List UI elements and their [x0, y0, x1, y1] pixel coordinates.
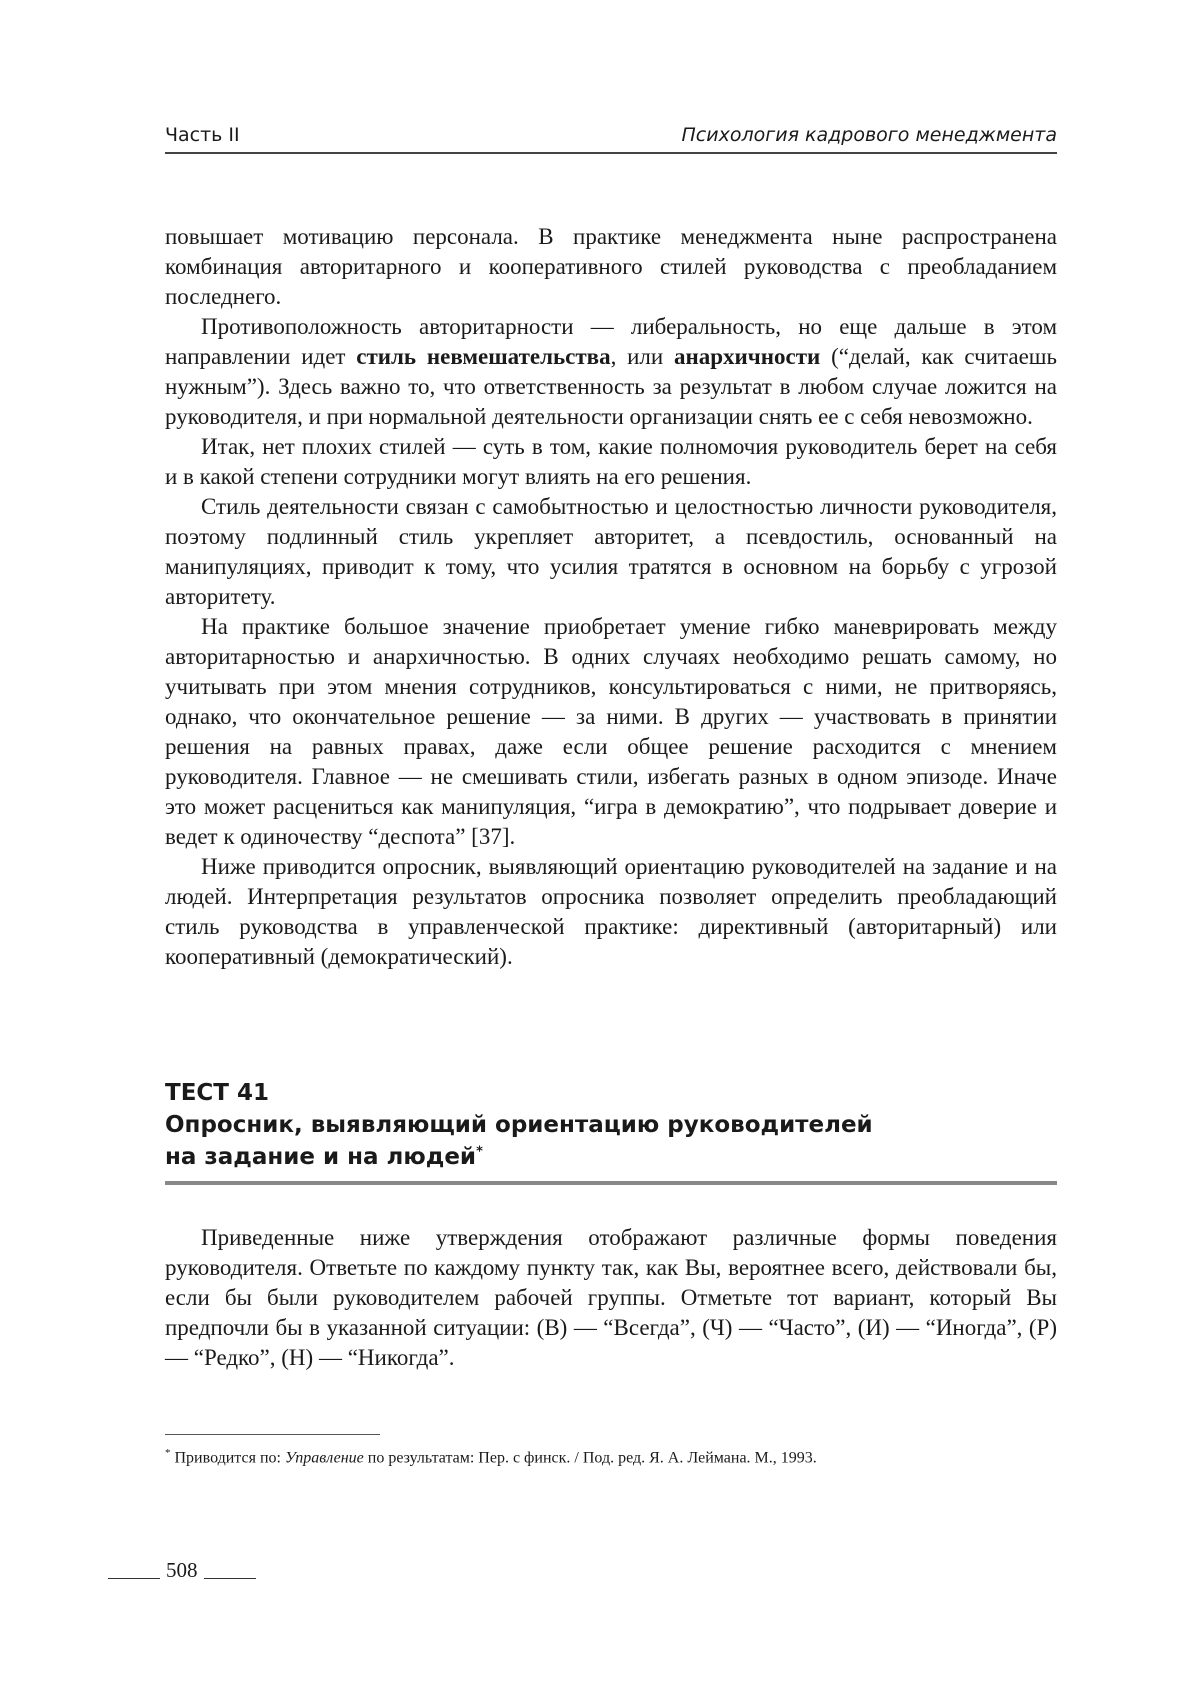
term-noninterference: стиль невмешательства [356, 344, 611, 369]
paragraph: повышает мотивацию персонала. В практике менеджмента ныне распространена комбинация авторитарного и кооперативного стилей руководства с преобладанием последнего. [165, 224, 1057, 309]
text-run: , или [610, 344, 675, 369]
instructions [165, 1223, 1057, 1373]
footnote-reference: * [476, 1144, 483, 1160]
section-title: Психология кадрового менеджмента [681, 124, 1057, 146]
test-title-line1: Опросник, выявляющий ориентацию руководителей [165, 1112, 873, 1138]
footnote [165, 1442, 1057, 1469]
test-heading [165, 1077, 1057, 1173]
text-run: (“делай, как считаешь нужным”). Здесь важно то, что ответственность за результат в любом случае ложится на руководителя, и при нормальной деятельности организации снять ее с себя невозможно. [165, 344, 1057, 429]
folio-rule-right [204, 1578, 256, 1579]
footnote-separator [165, 1434, 380, 1435]
footnote-lead: Приводится по: [174, 1449, 285, 1467]
body-text [165, 222, 1057, 972]
folio-rule-left [108, 1578, 160, 1579]
paragraph: Ниже приводится опросник, выявляющий ориентацию руководителей на задание и на людей. Интерпретация результатов опросника позволяет определить преобладающий стиль руководства в управленческой практике: директивный (авторитарный) или кооперативный (демократический). [165, 854, 1057, 969]
page-number-block [108, 1558, 256, 1583]
footnote-italic: Управление [284, 1449, 364, 1467]
test-title-line2: на задание и на людей [165, 1144, 477, 1170]
part-label: Часть II [165, 124, 240, 146]
instructions-text: Приведенные ниже утверждения отображают различные формы поведения руководителя. Ответьте по каждому пункту так, как Вы, вероятнее всего, действовали бы, если бы были руководителем рабочей группы. Отметьте тот вариант, который Вы предпочли бы в указанной ситуации: (В) — “Всегда”, (Ч) — “Часто”, (И) — “Иногда”, (Р) — “Редко”, (Н) — “Никогда”. [165, 1225, 1057, 1370]
text-run: Противоположность авторитарности — либеральность, но еще дальше в этом направлении идет [165, 314, 1057, 369]
test-title-line2-wrap [165, 1141, 1057, 1173]
paragraph: На практике большое значение приобретает умение гибко маневрировать между авторитарностью и анархичностью. В одних случаях необходимо решать самому, но учитывать при этом мнения сотрудников, консультироваться с ними, не притворяясь, однако, что окончательное решение — за ними. В других — участвовать в принятии решения на равных правах, даже если общее решение расходится с мнением руководителя. Главное — не смешивать стили, избегать разных в одном эпизоде. Иначе это может расцениться как манипуляция, “игра в демократию”, что подрывает доверие и ведет к одиночеству “деспота” [37]. [165, 614, 1057, 849]
page-number: 508 [166, 1558, 198, 1582]
footnote-rest: по результатам: Пер. с финск. / Под. ред. Я. А. Леймана. М., 1993. [363, 1449, 817, 1467]
heading-rule [165, 1181, 1057, 1185]
test-number: ТЕСТ 41 [165, 1080, 269, 1106]
paragraph: Стиль деятельности связан с самобытностью и целостностью личности руководителя, поэтому подлинный стиль укрепляет авторитет, а псевдостиль, основанный на манипуляциях, приводит к тому, что усилия тратятся в основном на борьбу с угрозой авторитету. [165, 494, 1057, 609]
paragraph: Итак, нет плохих стилей — суть в том, какие полномочия руководитель берет на себя и в какой степени сотрудники могут влиять на его решения. [165, 434, 1057, 489]
footnote-mark: * [165, 1447, 171, 1459]
running-header [165, 118, 1057, 154]
term-anarchy: анархичности [674, 344, 821, 369]
paragraph [165, 312, 1057, 432]
